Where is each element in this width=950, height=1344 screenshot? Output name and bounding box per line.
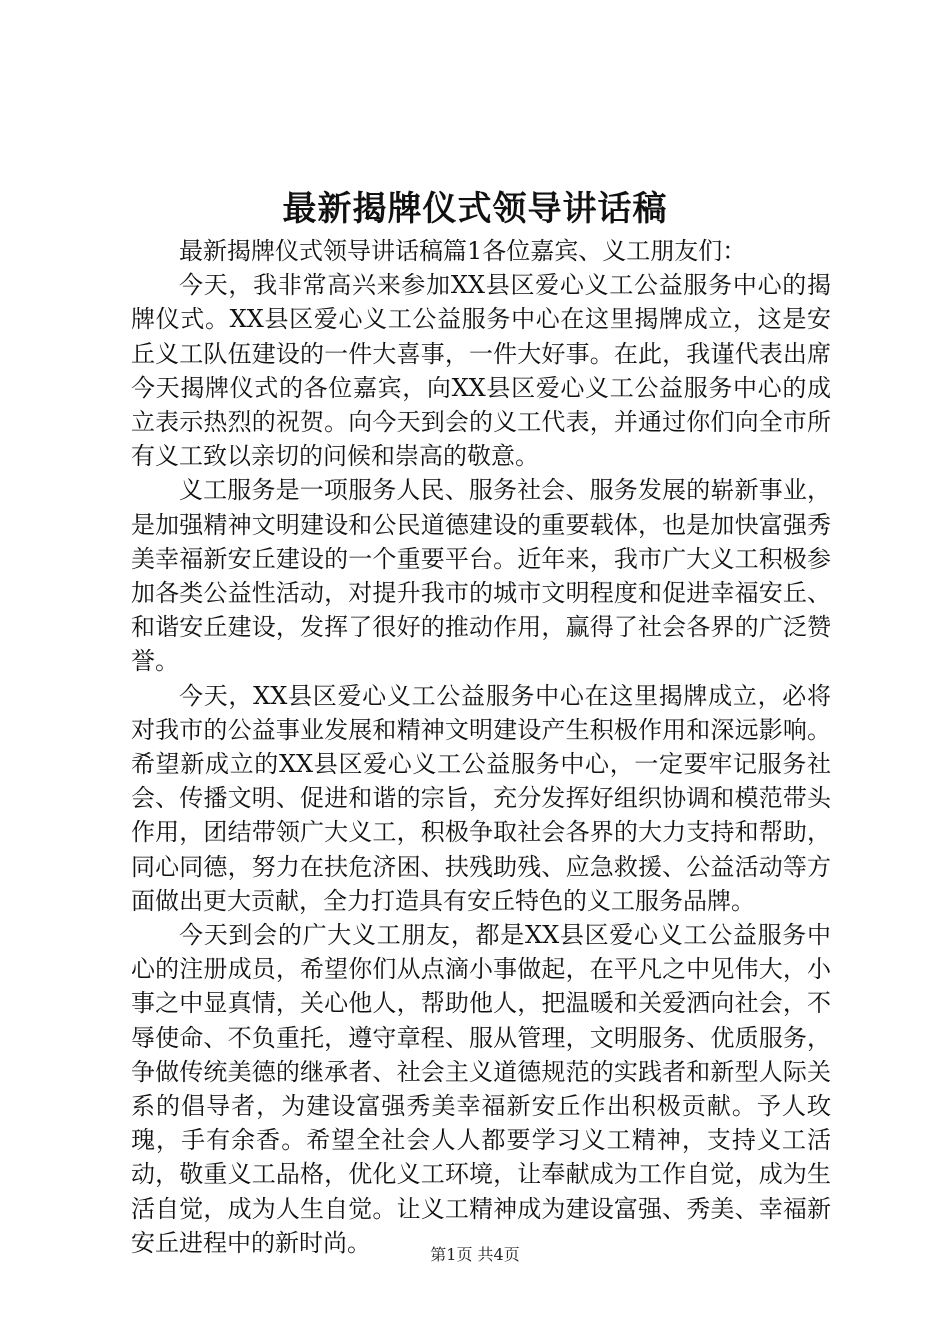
- paragraph-volunteer-service: 义工服务是一项服务人民、服务社会、服务发展的崭新事业，是加强精神文明建设和公民道德建设的重要载体，也是加快富强秀美幸福新安丘建设的一个重要平台。近年来，我市广大义工积极参加各类公益性活动，对提升我市的城市文明程度和促进幸福安丘、和谐安丘建设，发挥了很好的推动作用，赢得了社会各界的广泛赞誉。: [131, 476, 831, 676]
- page-number-footer: 第1页 共4页: [430, 1245, 520, 1264]
- paragraph-hopes-for-volunteers: 今天到会的广大义工朋友，都是XX县区爱心义工公益服务中心的注册成员，希望你们从点滴小事做起，在平凡之中见伟大，小事之中显真情，关心他人，帮助他人，把温暖和关爱洒向社会，不辱使命、不负重托，遵守章程、服从管理，文明服务、优质服务，争做传统美德的继承者、社会主义道德规范的实践者和新型人际关系的倡导者，为建设富强秀美幸福新安丘作出积极贡献。予人玫瑰，手有余香。希望全社会人人都要学习义工精神，支持义工活动，敬重义工品格，优化义工环境，让奉献成为工作自觉，成为生活自觉，成为人生自觉。让义工精神成为建设富强、秀美、幸福新安丘进程中的新时尚。: [131, 921, 831, 1257]
- paragraph-hopes-for-center: 今天，XX县区爱心义工公益服务中心在这里揭牌成立，必将对我市的公益事业发展和精神文明建设产生积极作用和深远影响。希望新成立的XX县区爱心义工公益服务中心，一定要牢记服务社会、传播文明、促进和谐的宗旨，充分发挥好组织协调和模范带头作用，团结带领广大义工，积极争取社会各界的大力支持和帮助，同心同德，努力在扶危济困、扶残助残、应急救援、公益活动等方面做出更大贡献，全力打造具有安丘特色的义工服务品牌。: [131, 681, 831, 915]
- paragraph-greeting: 最新揭牌仪式领导讲话稿篇1各位嘉宾、义工朋友们：: [179, 237, 747, 265]
- document-title: 最新揭牌仪式领导讲话稿: [282, 189, 668, 229]
- paragraph-congratulation: 今天，我非常高兴来参加XX县区爱心义工公益服务中心的揭牌仪式。XX县区爱心义工公益服务中心在这里揭牌成立，这是安丘义工队伍建设的一件大喜事，一件大好事。在此，我谨代表出席今天揭牌仪式的各位嘉宾，向XX县区爱心义工公益服务中心的成立表示热烈的祝贺。向今天到会的义工代表，并通过你们向全市所有义工致以亲切的问候和崇高的敬意。: [131, 271, 831, 471]
- document-body: [131, 234, 831, 1260]
